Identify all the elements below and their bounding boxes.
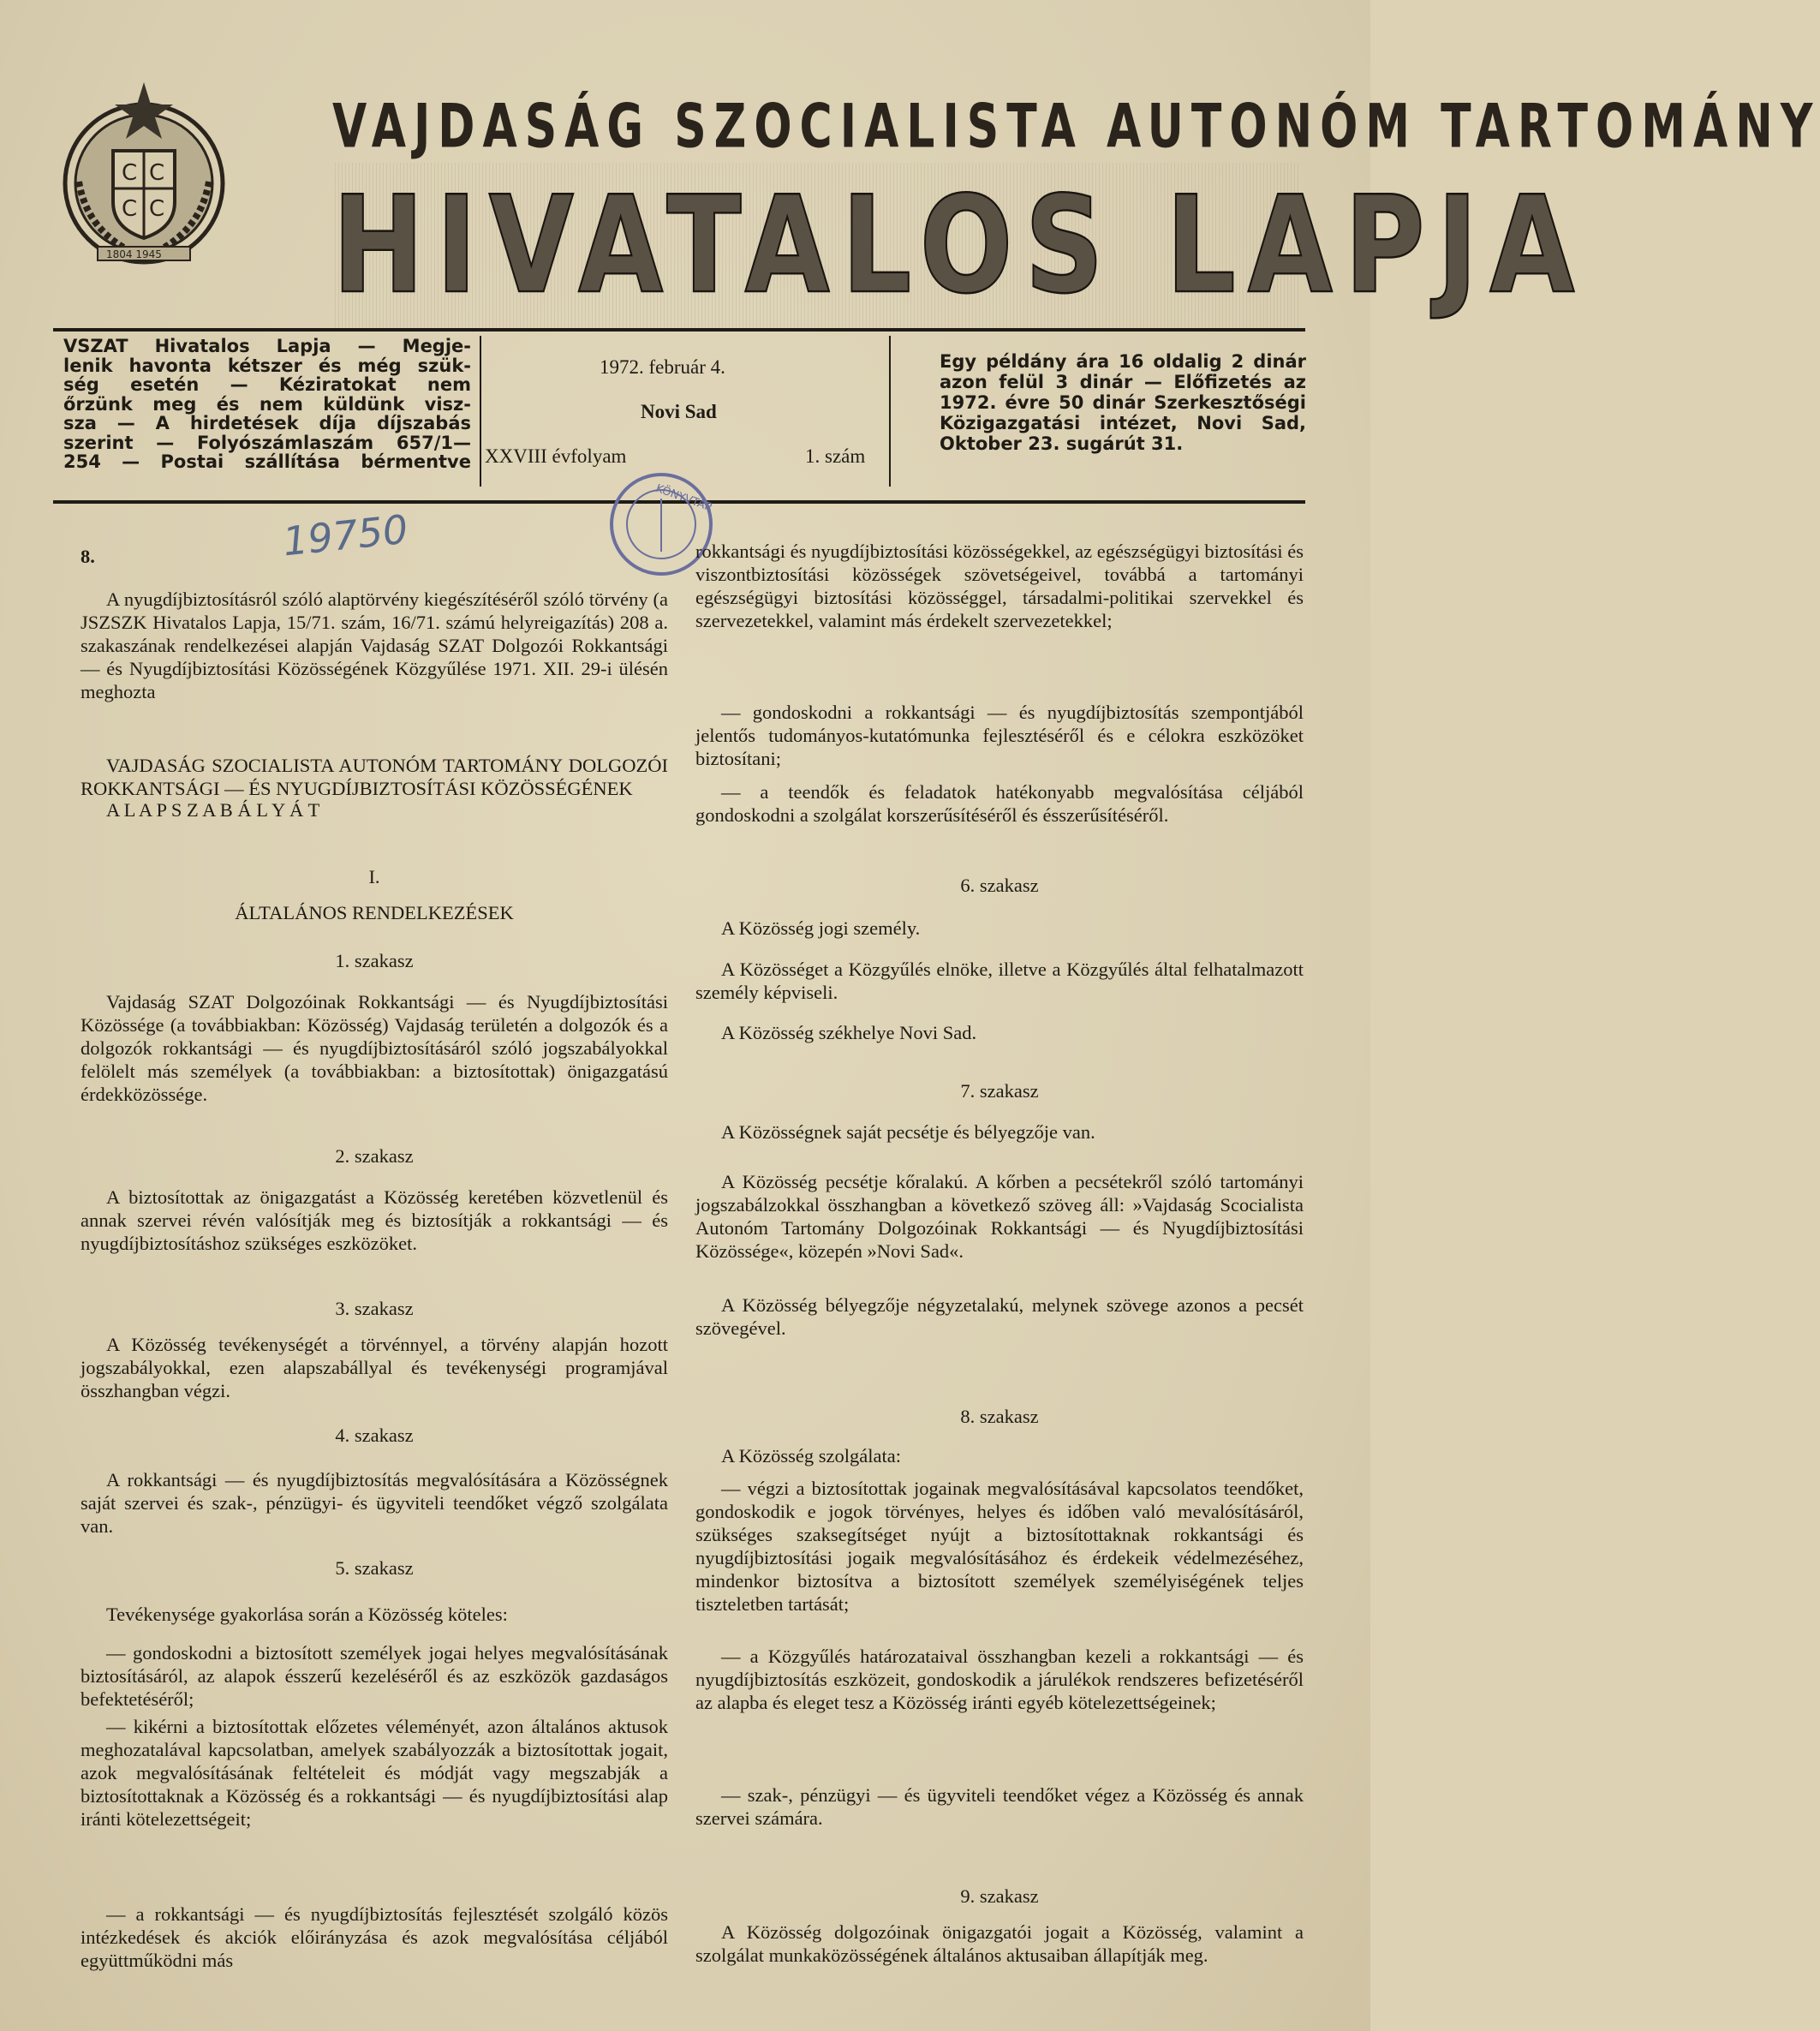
price-info-line: 1972. évre 50 dinár Szerkesztőségi bbox=[940, 392, 1306, 413]
paragraph: A nyugdíjbiztosításról szóló alaptörvény kiegészítéséről szóló törvény (a JSZSZK Hivatalos Lapja, 15/71. szám, 16/71. számú helyreigazítás) 208 a. szakaszának rendelkezései alapján Vajdaság SZAT Dolgozói Rokkantsági — és Nyugdíjbiztosítási Közösségének Közgyűlése 1971. XII. 29-i ülésén meghozta bbox=[81, 588, 668, 702]
paragraph: rokkantsági és nyugdíjbiztosítási közösségekkel, az egészségügyi biztosítási és viszontbiztosítási közösségek szövetségeivel, továbbá a tartományi egészségügyi biztosítási közösséggel, társadalmi-politikai szervekkel és szervezetekkel, valamint más érdekelt szervezetekkel; bbox=[695, 541, 1304, 631]
issue-date: 1972. február 4. bbox=[600, 356, 725, 378]
price-info-line: azon felül 3 dinár — Előfizetés az bbox=[940, 372, 1306, 392]
header-top-rule bbox=[53, 328, 1305, 332]
paragraph: — a rokkantsági — és nyugdíjbiztosítás fejlesztését szolgáló közös intézkedések és akciók előirányzása és azok megvalósítása céljából együttműködni más bbox=[81, 1903, 668, 1971]
stamp-text: KÖNYVTÁR bbox=[653, 481, 714, 515]
coat-of-arms-emblem bbox=[53, 79, 235, 278]
issue-city: Novi Sad bbox=[641, 401, 717, 422]
header-info-line: szerint — Folyószámlaszám 657/1— bbox=[63, 432, 471, 453]
paragraph: A rokkantsági — és nyugdíjbiztosítás megvalósítására a Közösségnek saját szervei és szak-, pénzügyi- és ügyviteli teendőket végző szolgálata van. bbox=[81, 1469, 668, 1537]
svg-text:C: C bbox=[122, 160, 138, 186]
paragraph: Tevékenysége gyakorlása során a Közösség köteles: bbox=[106, 1604, 508, 1625]
price-info-line: Egy példány ára 16 oldalig 2 dinár bbox=[940, 351, 1306, 372]
svg-text:1804 1945: 1804 1945 bbox=[106, 248, 162, 260]
price-info-line: Közigazgatási intézet, Novi Sad, bbox=[940, 413, 1306, 433]
paragraph: A Közösség dolgozóinak önigazgatói jogait a Közösség, valamint a szolgálat munkaközösségének általános aktusaiban állapítják meg. bbox=[695, 1921, 1304, 1966]
paragraph: A Közösség pecsétje kőralakú. A kőrben a pecsétekről szóló tartományi jogszabálzokkal összhangban a következő szöveg áll: »Vajdaság Scocialista Autonóm Tartomány Dolgozóinak Rokkantsági — és Nyugdíjbiztosítási Közössége«, közepén »Novi Sad«. bbox=[695, 1171, 1304, 1262]
paragraph: A Közösség jogi személy. bbox=[721, 917, 921, 939]
header-divider-right bbox=[889, 336, 891, 487]
header-info-line: lenik havonta kétszer és még szük- bbox=[63, 355, 471, 376]
section-heading: 9. szakasz bbox=[960, 1885, 1039, 1907]
svg-text:C: C bbox=[122, 196, 138, 222]
header-divider-left bbox=[480, 336, 481, 487]
paragraph: — a teendők és feladatok hatékonyabb megvalósítása céljából gondoskodni a szolgálat korszerűsítéséről és ésszerűsítéséről. bbox=[695, 781, 1304, 826]
section-heading: 2. szakasz bbox=[335, 1145, 414, 1167]
document-title: VAJDASÁG SZOCIALISTA AUTONÓM TARTOMÁNY DOLGOZÓI ROKKANTSÁGI — ÉS NYUGDÍJBIZTOSÍTÁSI KÖZÖSSÉGÉNEK bbox=[81, 755, 668, 799]
paragraph: — végzi a biztosítottak jogainak megvalósításával kapcsolatos teendőket, gondoskodik e jogok törvényes, helyes és időben való mevalósításáról, szükséges szaksegítséget nyújt a biztosítottaknak rokkantsági és nyugdíjbiztosítási jogaik megvalósításához és érdekeik védelmezéséhez, mindenkor biztosítva a biztosított személyek személyiségének teljes tiszteletben tartását; bbox=[695, 1478, 1304, 1615]
paragraph: A Közösségnek saját pecsétje és bélyegzője van. bbox=[721, 1121, 1095, 1143]
document-title: A L A P S Z A B Á L Y Á T bbox=[106, 799, 320, 821]
header-info-line: 254 — Postai szállítása bérmentve bbox=[63, 451, 471, 472]
section-heading: 5. szakasz bbox=[335, 1557, 414, 1579]
section-heading: ÁLTALÁNOS RENDELKEZÉSEK bbox=[235, 902, 514, 923]
header-publication-info bbox=[63, 337, 471, 472]
paragraph: — gondoskodni a biztosított személyek jogai helyes megvalósításának biztosításáról, az alapok ésszerű kezeléséről és az eszközök gazdaságos befektetéséről; bbox=[81, 1642, 668, 1710]
section-heading: 7. szakasz bbox=[960, 1080, 1039, 1102]
section-heading: 8. szakasz bbox=[960, 1406, 1039, 1427]
masthead-title-text: HIVATALOS LAPJA bbox=[332, 168, 1587, 324]
section-heading: I. bbox=[368, 866, 380, 887]
price-info-line: Oktober 23. sugárút 31. bbox=[940, 433, 1184, 454]
paragraph: A biztosítottak az önigazgatást a Közösség keretében közvetlenül és annak szervei révén valósítják meg és biztosítják a rokkantsági — és nyugdíjbiztosításhoz szükséges eszközöket. bbox=[81, 1186, 668, 1254]
paragraph: A Közösség szolgálata: bbox=[721, 1445, 901, 1467]
section-heading: 3. szakasz bbox=[335, 1298, 414, 1319]
section-heading: 1. szakasz bbox=[335, 950, 414, 971]
paragraph: — gondoskodni a rokkantsági — és nyugdíjbiztosítás szempontjából jelentős tudományos-kutatómunka fejlesztéséről és e célokra eszközöket biztosítani; bbox=[695, 702, 1304, 769]
svg-text:C: C bbox=[149, 196, 165, 222]
paragraph: A Közösség székhelye Novi Sad. bbox=[721, 1022, 977, 1043]
handwritten-number: 19750 bbox=[280, 505, 410, 565]
header-info-line: sza — A hirdetések díja díjszabás bbox=[63, 413, 471, 433]
masthead-top-line: VAJDASÁG SZOCIALISTA AUTONÓM TARTOMÁNY bbox=[332, 93, 1820, 162]
header-price-info bbox=[940, 351, 1306, 454]
paragraph: A Közösséget a Közgyűlés elnöke, illetve a Közgyűlés által felhatalmazott személy képviseli. bbox=[695, 959, 1304, 1003]
section-heading: 6. szakasz bbox=[960, 875, 1039, 896]
issue-volume: XXVIII évfolyam bbox=[485, 445, 627, 467]
paragraph: — szak-, pénzügyi — és ügyviteli teendőket végez a Közösség és annak szervei számára. bbox=[695, 1784, 1304, 1829]
item-number: 8. bbox=[81, 546, 95, 567]
paragraph: — a Közgyűlés határozataival összhangban kezeli a rokkantsági — és nyugdíjbiztosítás eszközeit, gondoskodik a járulékok rendszeres befizetéséről az alapba és eleget tesz a Közösség iránti egyéb kötelezettségeinek; bbox=[695, 1646, 1304, 1713]
paragraph: — kikérni a biztosítottak előzetes véleményét, azon általános aktusok meghozatalával kapcsolatban, amelyek szabályozzák a biztosítottak jogait, azok megvalósításának feltételeit és módját vagy megszabják a biztosítottaknak a Közösség és a rokkantsági — és nyugdíjbiztosítási alap iránti kötelezettségeit; bbox=[81, 1716, 668, 1830]
svg-text:C: C bbox=[149, 160, 165, 186]
paragraph: A Közösség bélyegzője négyzetalakú, melynek szövege azonos a pecsét szövegével. bbox=[695, 1294, 1304, 1339]
header-info-line: VSZAT Hivatalos Lapja — Megje- bbox=[63, 336, 471, 356]
masthead-title bbox=[332, 163, 1587, 330]
header-info-line: őrzünk meg és nem küldünk visz- bbox=[63, 393, 471, 415]
issue-number: 1. szám bbox=[805, 445, 866, 467]
paragraph: Vajdaság SZAT Dolgozóinak Rokkantsági — és Nyugdíjbiztosítási Közössége (a továbbiakban: Közösség) Vajdaság területén a dolgozók és a dolgozók rokkantsági — és nyugdíjbiztosításáról szóló jogszabályokkal felölelt más személyek (a továbbiakban: a biztosítottak) önigazgatású érdekközössége. bbox=[81, 991, 668, 1105]
header-info-line: ség esetén — Kéziratokat nem bbox=[63, 374, 471, 395]
section-heading: 4. szakasz bbox=[335, 1425, 414, 1446]
paragraph: A Közösség tevékenységét a törvénnyel, a törvény alapján hozott jogszabályokkal, ezen alapszabállyal és tevékenységi programjával összhangban végzi. bbox=[81, 1334, 668, 1401]
